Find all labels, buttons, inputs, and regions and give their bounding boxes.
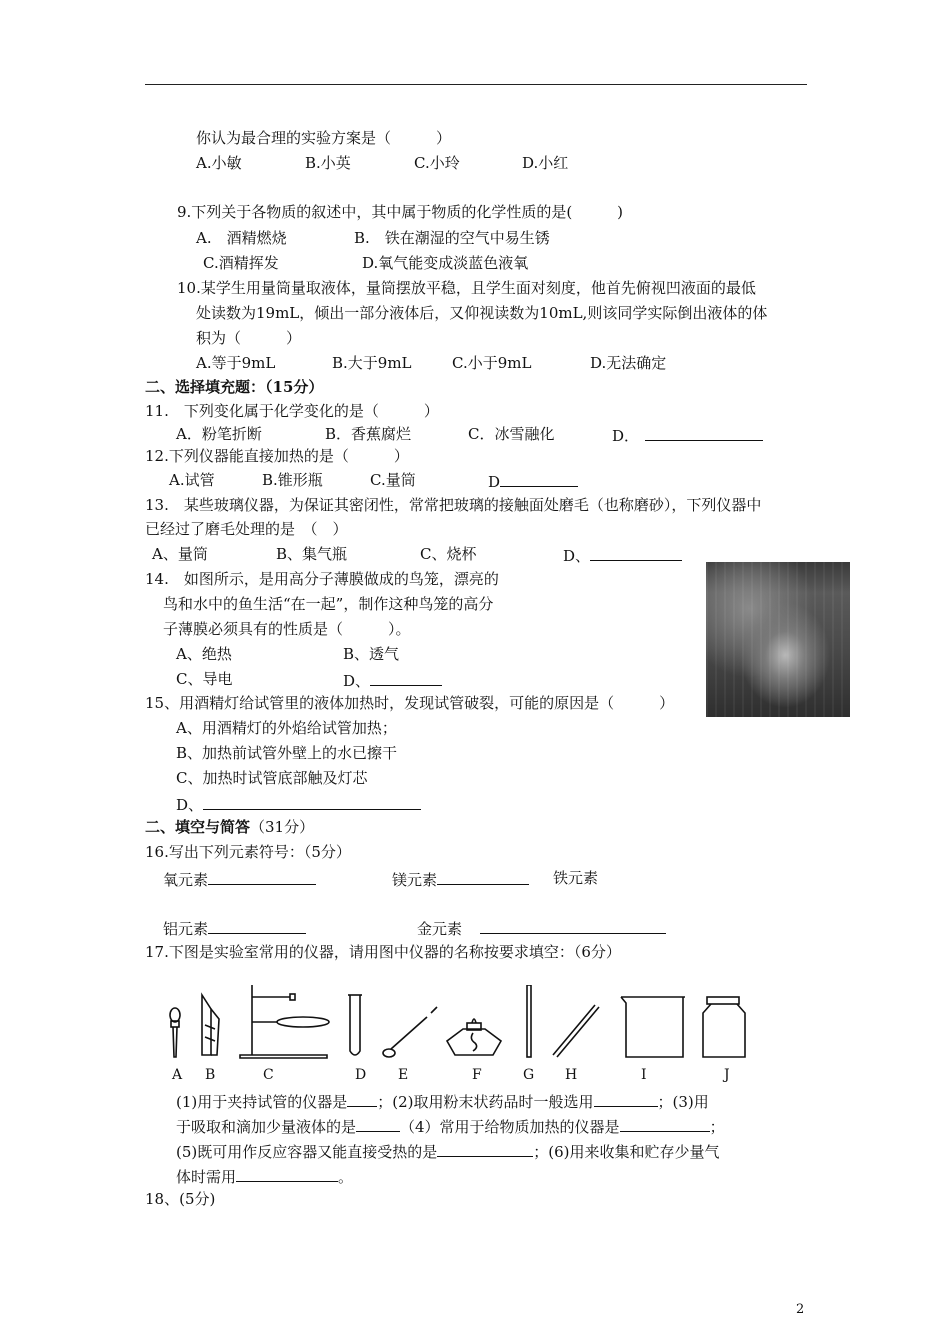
apparatus-label-j: J <box>724 1067 730 1083</box>
q11-option-c: C．冰雪融化 <box>468 425 555 443</box>
q17-blank-3[interactable] <box>356 1116 400 1132</box>
q16-oxygen: 氧元素 <box>163 869 316 889</box>
q17-stem: 17.下图是实验室常用的仪器，请用图中仪器的名称按要求填空：（6分） <box>145 943 621 961</box>
iron-stand-icon <box>240 985 329 1058</box>
glass-rod-icon <box>527 985 531 1057</box>
page-number: 2 <box>796 1302 805 1317</box>
q10-option-a: A.等于9mL <box>196 354 276 372</box>
q14-line2: 鸟和水中的鱼生活“在一起”，制作这种鸟笼的高分 <box>163 595 494 613</box>
q8-option-c: C.小玲 <box>414 154 460 172</box>
section-title-fill-answer: 二、填空与简答（31分） <box>145 818 315 836</box>
q16-aluminum-blank[interactable] <box>208 918 306 934</box>
q8-option-a: A.小敏 <box>196 154 242 172</box>
beaker-icon <box>621 997 685 1057</box>
q9-option-a: A. 酒精燃烧 <box>196 229 287 247</box>
q17-blank-4[interactable] <box>620 1116 710 1132</box>
q17-blank-5[interactable] <box>437 1141 533 1157</box>
q16-stem: 16.写出下列元素符号：（5分） <box>145 843 351 861</box>
gas-collecting-bottle-icon <box>703 997 745 1057</box>
q17-part-line1: (1)用于夹持试管的仪器是 ；(2)取用粉末状药品时一般选用 ；(3)用 <box>176 1093 709 1111</box>
q9-option-c: C.酒精挥发 <box>203 254 279 272</box>
apparatus-label-h: H <box>565 1067 578 1083</box>
apparatus-label-e: E <box>398 1067 409 1083</box>
q11-option-b: B．香蕉腐烂 <box>325 425 412 443</box>
q10-option-c: C.小于9mL <box>452 354 532 372</box>
q9-option-b: B. 铁在潮湿的空气中易生锈 <box>354 229 550 247</box>
q14-blank[interactable] <box>370 670 442 686</box>
q17-blank-2[interactable] <box>594 1091 658 1107</box>
lab-apparatus-figure <box>155 985 765 1067</box>
apparatus-label-i: I <box>641 1067 647 1083</box>
q11-option-a: A．粉笔折断 <box>176 425 262 443</box>
q12-stem: 12.下列仪器能直接加热的是（ ） <box>145 447 409 465</box>
q13-option-a: A、量筒 <box>152 545 208 563</box>
medicine-spoon-icon <box>383 1007 437 1057</box>
q15-option-c: C、加热时试管底部触及灯芯 <box>176 769 368 787</box>
q17-blank-6[interactable] <box>236 1166 338 1182</box>
q18-stem: 18、(5分) <box>145 1190 216 1208</box>
q16-iron: 铁元素 <box>553 869 599 887</box>
q17-part-line4: 体时需用 。 <box>176 1168 354 1186</box>
q11-stem: 11. 下列变化属于化学变化的是（ ） <box>145 402 439 420</box>
test-tube-holder-icon <box>202 995 219 1055</box>
apparatus-label-c: C <box>263 1067 274 1083</box>
q13-line2: 已经过了磨毛处理的是 （ ） <box>145 520 348 538</box>
q10-line1: 10.某学生用量筒量取液体，量筒摆放平稳，且学生面对刻度，他首先俯视凹液面的最低 <box>177 279 756 297</box>
q10-option-d: D.无法确定 <box>590 354 667 372</box>
q17-part-line2: 于吸取和滴加少量液体的是 （4）常用于给物质加热的仪器是 ； <box>176 1118 725 1136</box>
apparatus-label-g: G <box>523 1067 535 1083</box>
birdcage-photo <box>706 562 850 717</box>
q15-option-a: A、用酒精灯的外焰给试管加热； <box>176 719 397 737</box>
q17-blank-1[interactable] <box>347 1091 377 1107</box>
q14-option-d: D、 <box>343 670 442 690</box>
q13-option-b: B、集气瓶 <box>276 545 348 563</box>
tweezers-icon <box>553 1005 599 1057</box>
q9-option-d: D.氧气能变成淡蓝色液氧 <box>362 254 529 272</box>
q13-blank[interactable] <box>590 545 682 561</box>
q13-line1: 13. 某些玻璃仪器，为保证其密闭性，常常把玻璃的接触面处磨毛（也称磨砂），下列仪器中 <box>145 496 762 514</box>
q8-option-b: B.小英 <box>305 154 351 172</box>
q9-stem: 9.下列关于各物质的叙述中，其中属于物质的化学性质的是( ) <box>177 203 624 221</box>
q11-option-d: D． <box>612 425 763 445</box>
dropper-icon <box>170 1008 180 1057</box>
q12-option-c: C.量筒 <box>370 471 416 489</box>
q8-option-d: D.小红 <box>522 154 569 172</box>
section-title-choice-fill: 二、选择填充题：（15分） <box>145 378 324 396</box>
q12-option-d: D <box>488 471 578 491</box>
q10-line3: 积为（ ） <box>196 329 302 347</box>
apparatus-label-b: B <box>205 1067 216 1083</box>
q8-prompt: 你认为最合理的实验方案是（ ） <box>196 129 452 147</box>
q14-line1: 14. 如图所示，是用高分子薄膜做成的鸟笼，漂亮的 <box>145 570 499 588</box>
q16-magnesium-blank[interactable] <box>437 869 529 885</box>
q16-aluminum: 铝元素 <box>163 918 306 938</box>
test-tube-icon <box>348 995 362 1055</box>
q13-option-c: C、烧杯 <box>420 545 477 563</box>
apparatus-label-a: A <box>172 1067 183 1083</box>
q13-option-d: D、 <box>563 545 682 565</box>
q12-blank[interactable] <box>500 471 578 487</box>
alcohol-lamp-icon <box>447 1019 501 1055</box>
q16-gold: 金元素 <box>417 918 666 938</box>
apparatus-label-d: D <box>355 1067 367 1083</box>
q11-blank[interactable] <box>645 425 763 441</box>
q12-option-a: A.试管 <box>169 471 215 489</box>
q16-oxygen-blank[interactable] <box>208 869 316 885</box>
q17-part-line3: (5)既可用作反应容器又能直接受热的是 ；(6)用来收集和贮存少量气 <box>176 1143 720 1161</box>
q15-blank[interactable] <box>203 794 421 810</box>
q12-option-b: B.锥形瓶 <box>262 471 323 489</box>
q10-option-b: B.大于9mL <box>332 354 412 372</box>
q14-option-a: A、绝热 <box>176 645 232 663</box>
q16-gold-blank[interactable] <box>480 918 666 934</box>
q14-line3: 子薄膜必须具有的性质是（ ）。 <box>163 620 411 638</box>
q10-line2: 处读数为19mL，倾出一部分液体后，又仰视读数为10mL,则该同学实际倒出液体的体 <box>196 304 768 322</box>
q14-option-c: C、导电 <box>176 670 233 688</box>
q15-option-b: B、加热前试管外壁上的水已擦干 <box>176 744 398 762</box>
q16-magnesium: 镁元素 <box>392 869 529 889</box>
q15-option-d: D、 <box>176 794 421 814</box>
apparatus-label-f: F <box>472 1067 482 1083</box>
q14-option-b: B、透气 <box>343 645 400 663</box>
header-rule <box>145 84 807 85</box>
q15-stem: 15、用酒精灯给试管里的液体加热时，发现试管破裂，可能的原因是（ ） <box>145 694 675 712</box>
